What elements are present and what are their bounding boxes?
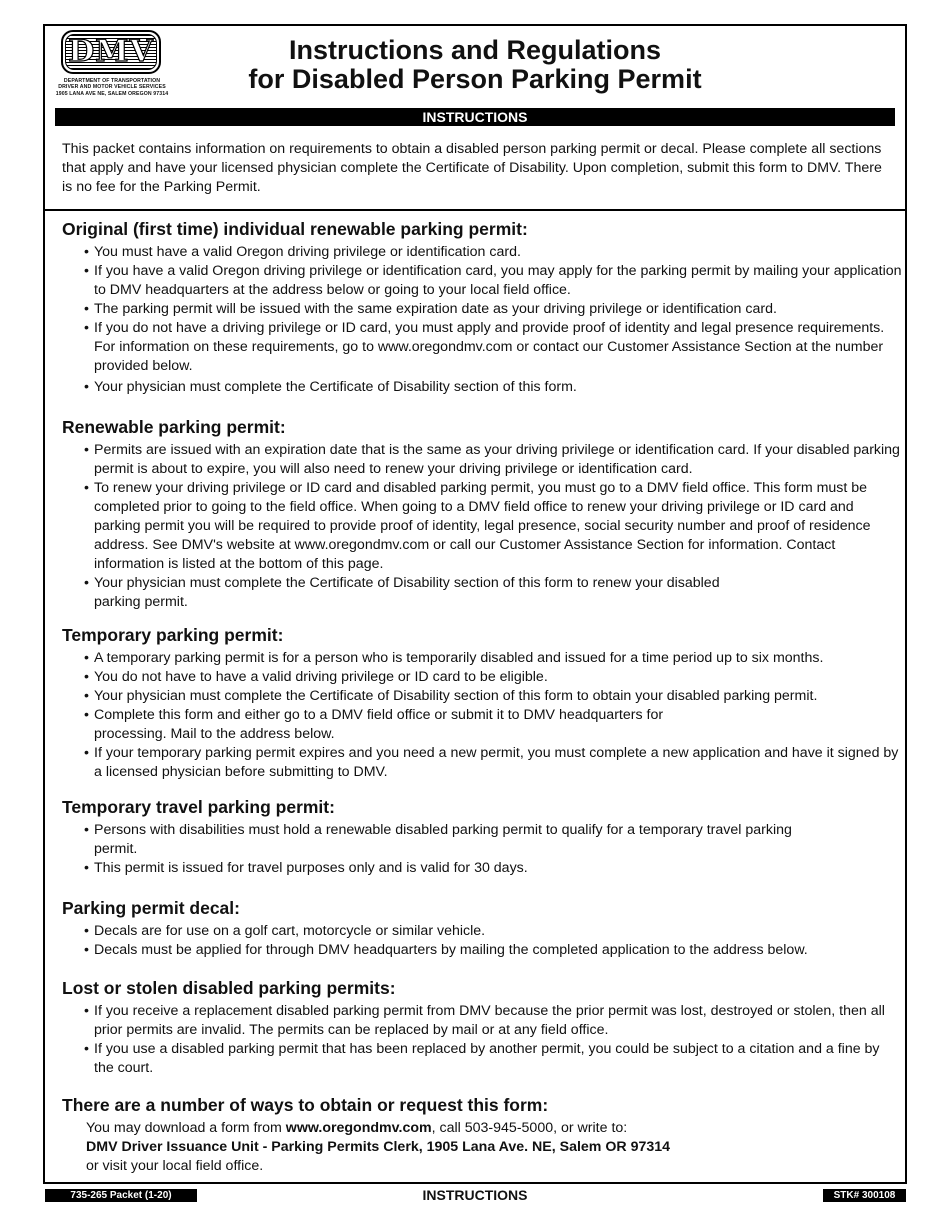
- list-item: • Decals are for use on a golf cart, motorcycle or similar vehicle.: [84, 923, 486, 939]
- list-item: • If you have a valid Oregon driving privilege or identification card, you may apply for the parking permit by mailing your application to DMV headquarters at the address below or going to your local field office.: [84, 263, 902, 298]
- page-title: Instructions and Regulations for Disabled Person Parking Permit: [248, 35, 702, 94]
- agency-address: DEPARTMENT OF TRANSPORTATION DRIVER AND MOTOR VEHICLE SERVICES 1905 LANA AVE NE, SALEM OREGON 97314: [55, 78, 169, 97]
- section-decal: [62, 897, 902, 960]
- list-item: • Persons with disabilities must hold a renewable disabled parking permit to qualify for a temporary travel parking permit.: [84, 822, 792, 857]
- list-item: • Decals must be applied for through DMV headquarters by mailing the completed application to the address below.: [84, 942, 808, 958]
- section-temporary-permit: [62, 624, 902, 782]
- section-travel-permit: [62, 796, 902, 878]
- section-heading: Temporary parking permit:: [62, 625, 284, 645]
- section-heading: There are a number of ways to obtain or request this form:: [62, 1095, 549, 1115]
- form-number-badge: 735-265 Packet (1-20): [45, 1189, 197, 1202]
- stock-number-badge: STK# 300108: [823, 1189, 906, 1202]
- contact-line-visit: or visit your local field office.: [86, 1158, 264, 1174]
- list-item: • Your physician must complete the Certificate of Disability section of this form to obtain your disabled parking permit.: [84, 688, 818, 704]
- dmv-logo-text: DMV: [68, 34, 154, 69]
- list-item: • If your temporary parking permit expires and you need a new permit, you must complete a new application and have it signed by a licensed physician before submitting to DMV.: [84, 745, 899, 780]
- list-item: • Complete this form and either go to a DMV field office or submit it to DMV headquarters for processing. Mail to the address below.: [84, 707, 664, 742]
- section-heading: Renewable parking permit:: [62, 417, 286, 437]
- list-item: • A temporary parking permit is for a person who is temporarily disabled and issued for a time period up to six months.: [84, 650, 824, 666]
- list-item: • If you use a disabled parking permit that has been replaced by another permit, you could be subject to a citation and a fine by the court.: [84, 1041, 880, 1076]
- list-item: • If you receive a replacement disabled parking permit from DMV because the prior permit was lost, destroyed or stolen, then all prior permits are invalid. The permits can be replaced by mail or at any field office.: [84, 1003, 885, 1038]
- contact-address: DMV Driver Issuance Unit - Parking Permits Clerk, 1905 Lana Ave. NE, Salem OR 97314: [86, 1139, 671, 1155]
- section-obtain-form: [62, 1094, 902, 1176]
- list-item: • The parking permit will be issued with the same expiration date as your driving privilege or identification card.: [84, 301, 777, 317]
- divider: [45, 209, 905, 211]
- list-item: • You must have a valid Oregon driving privilege or identification card.: [84, 244, 521, 260]
- intro-paragraph: This packet contains information on requirements to obtain a disabled person parking permit or decal. Please complete all sections that apply and have your licensed physician complete the Certificate of Disability. Upon completion, submit this form to DMV. There is no fee for the Parking Permit.: [62, 141, 882, 195]
- section-heading: Lost or stolen disabled parking permits:: [62, 978, 396, 998]
- section-original-permit: [62, 218, 902, 397]
- footer-label: INSTRUCTIONS: [422, 1187, 528, 1203]
- list-item: • To renew your driving privilege or ID card and disabled parking permit, you must go to a DMV field office. This form must be completed prior to going to the field office. When going to a DMV field office to renew your driving privilege or ID card and parking permit you will be required to provide proof of identity, legal presence, social security number and proof of residence address. See DMV's website at www.oregondmv.com or call our Customer Assistance Section for information. Contact information is listed at the bottom of this page.: [84, 480, 871, 572]
- list-item: • If you do not have a driving privilege or ID card, you must apply and provide proof of identity and legal presence requirements. For information on these requirements, go to www.oregondmv.com or contact our Customer Assistance Section at the number provided below.: [84, 320, 885, 374]
- dmv-logo: [53, 30, 171, 102]
- list-item: • This permit is issued for travel purposes only and is valid for 30 days.: [84, 860, 528, 876]
- list-item: • Permits are issued with an expiration date that is the same as your driving privilege or identification card. If your disabled parking permit is about to expire, you will also need to renew your driving privilege or identification card.: [84, 442, 900, 477]
- section-heading: Temporary travel parking permit:: [62, 797, 335, 817]
- contact-line-download: You may download a form from www.oregondmv.com, call 503-945-5000, or write to:: [86, 1120, 628, 1136]
- dmv-logo-badge: [61, 30, 161, 74]
- website-link[interactable]: www.oregondmv.com: [285, 1120, 432, 1136]
- instructions-bar: INSTRUCTIONS: [55, 108, 895, 126]
- list-item: • Your physician must complete the Certificate of Disability section of this form.: [84, 379, 577, 395]
- form-frame: [43, 24, 907, 1184]
- section-lost-stolen: [62, 977, 902, 1078]
- section-heading: Original (first time) individual renewable parking permit:: [62, 219, 528, 239]
- list-item: • Your physician must complete the Certificate of Disability section of this form to renew your disabled parking permit.: [84, 575, 720, 610]
- list-item: • You do not have to have a valid driving privilege or ID card to be eligible.: [84, 669, 548, 685]
- section-heading: Parking permit decal:: [62, 898, 240, 918]
- section-renewable-permit: [62, 416, 902, 612]
